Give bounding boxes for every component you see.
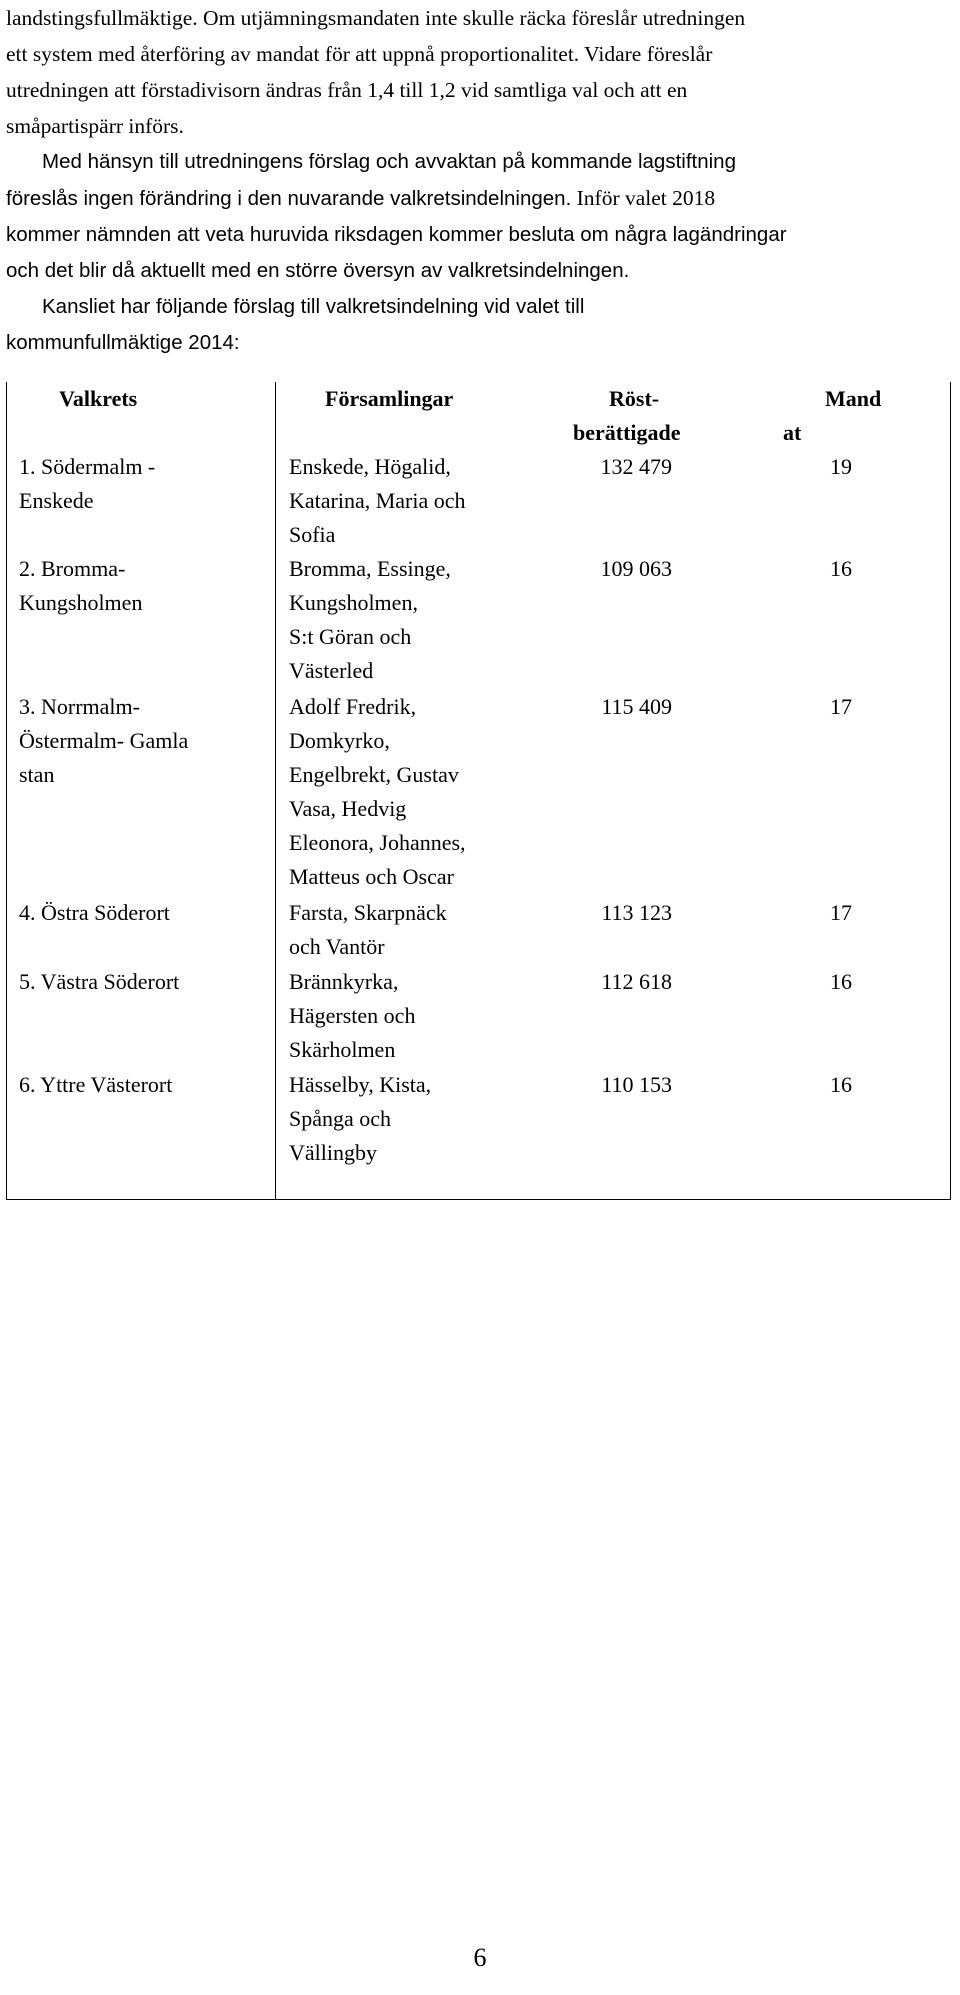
row-forsamlingar [289,1068,431,1170]
row-rostberattigade: 110 153 [601,1072,672,1097]
body-text [6,0,956,361]
row-forsamlingar [289,552,451,688]
text-line: landstingsfullmäktige. Om utjämningsmandaten inte skulle räcka föreslår utredningen [6,6,746,30]
table-row [19,552,142,620]
cell-line: Adolf Fredrik, [289,694,417,719]
row-mandat: 17 [830,694,852,719]
header-line: at [783,420,802,445]
row-rostberattigade: 132 479 [600,454,672,479]
row-mandat: 19 [830,454,852,479]
cell-line: Enskede [19,488,94,513]
cell-line: Matteus och Oscar [289,864,454,889]
row-mandat: 16 [830,1072,852,1097]
cell-line: 4. Östra Söderort [19,900,170,925]
cell-line: Kungsholmen, [289,590,418,615]
cell-line: Skärholmen [289,1037,396,1062]
cell-line: 2. Bromma- [19,556,126,581]
text-line: och det blir då aktuellt med en större översyn av valkretsindelningen. [6,259,630,282]
header-forsamlingar: Församlingar [325,386,454,411]
cell-line: 6. Yttre Västerort [19,1072,173,1097]
cell-line: Hässelby, Kista, [289,1072,432,1097]
text-segment: föreslås ingen förändring i den nuvarande valkretsindelningen. [6,187,572,210]
table-row [19,965,179,999]
text-line: kommunfullmäktige 2014: [6,331,240,354]
row-rostberattigade: 115 409 [601,694,672,719]
row-rostberattigade: 113 123 [601,900,672,925]
cell-line: Östermalm- Gamla [19,728,189,753]
cell-line: Västerled [289,658,374,683]
row-mandat: 16 [830,969,852,994]
row-rostberattigade: 109 063 [600,556,672,581]
row-forsamlingar [289,450,466,552]
cell-line: Eleonora, Johannes, [289,830,466,855]
cell-line: 1. Södermalm - [19,454,156,479]
row-forsamlingar [289,690,466,894]
row-rostberattigade: 112 618 [601,969,672,994]
header-valkrets: Valkrets [59,386,138,411]
cell-line: Kungsholmen [19,590,143,615]
text-line: ett system med återföring av mandat för att uppnå proportionalitet. Vidare föreslår [6,42,713,66]
text-segment: Inför valet 2018 [571,186,716,210]
header-line: Röst- [609,386,660,411]
header-line: Mand [825,386,882,411]
cell-line: Domkyrko, [289,728,390,753]
cell-line: 5. Västra Söderort [19,969,180,994]
table-row [19,1068,172,1102]
cell-line: Sofia [289,522,336,547]
text-line: Kansliet har följande förslag till valkretsindelning vid valet till [42,295,585,318]
row-mandat: 17 [830,900,852,925]
text-line: Med hänsyn till utredningens förslag och avvaktan på kommande lagstiftning [42,150,736,173]
header-line: berättigade [573,420,681,445]
text-line: kommer nämnden att veta huruvida riksdagen kommer besluta om några lagändringar [6,223,787,246]
cell-line: Engelbrekt, Gustav [289,762,459,787]
cell-line: Brännkyrka, [289,969,399,994]
valkrets-table [6,382,951,1200]
cell-line: Hägersten och [289,1003,416,1028]
cell-line: Vasa, Hedvig [289,796,407,821]
text-line: småpartispärr införs. [6,114,184,138]
page-number: 6 [473,1943,487,1972]
row-forsamlingar [289,896,447,964]
cell-line: Spånga och [289,1106,392,1131]
header-rostberattigade [573,382,681,450]
cell-line: Farsta, Skarpnäck [289,900,447,925]
cell-line: Vällingby [289,1140,377,1165]
header-mandat [783,382,881,450]
table-row [19,450,155,518]
cell-line: S:t Göran och [289,624,412,649]
row-forsamlingar [289,965,415,1067]
cell-line: Enskede, Högalid, [289,454,451,479]
cell-line: stan [19,762,55,787]
cell-line: 3. Norrmalm- [19,694,140,719]
cell-line: och Vantör [289,934,385,959]
cell-line: Katarina, Maria och [289,488,466,513]
row-mandat: 16 [830,556,852,581]
table-divider [275,382,276,1199]
text-line [6,180,956,217]
table-row [19,896,170,930]
table-row [19,690,188,792]
text-line: utredningen att förstadivisorn ändras från 1,4 till 1,2 vid samtliga val och att en [6,78,688,102]
cell-line: Bromma, Essinge, [289,556,451,581]
